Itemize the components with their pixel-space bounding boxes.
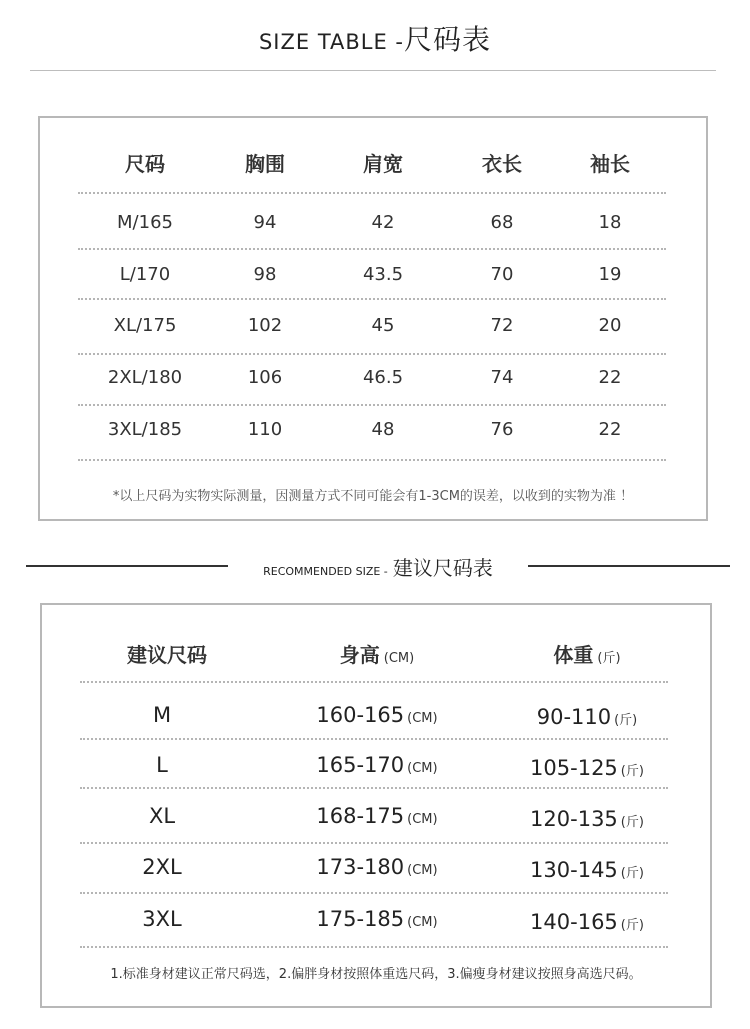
table-cell: 43.5: [362, 264, 404, 285]
height-unit: (CM): [407, 812, 438, 827]
height-value: 168-175: [316, 804, 405, 828]
table-cell: [502, 705, 672, 729]
table-cell: [502, 858, 672, 882]
heading-line-right: [528, 565, 730, 567]
table-cell: [502, 807, 672, 831]
heading-line-left: [26, 565, 228, 567]
table-cell: [502, 910, 672, 934]
table-cell: [502, 756, 672, 780]
table-cell: XL: [148, 804, 176, 828]
table-cell: [292, 907, 462, 931]
row-divider: [80, 787, 668, 789]
header-length: 衣长: [482, 152, 522, 176]
table-cell: 46.5: [362, 367, 404, 388]
recommended-heading: [0, 552, 750, 580]
table-cell: 19: [598, 264, 622, 285]
weight-unit: (斤): [614, 713, 638, 728]
table-cell: L: [156, 753, 168, 777]
row-divider: [80, 681, 668, 683]
weight-value: 130-145: [530, 858, 618, 882]
table-cell: L/170: [119, 264, 171, 285]
row-divider: [78, 192, 666, 194]
weight-unit: (斤): [620, 815, 644, 830]
table-cell: 76: [490, 419, 514, 440]
table-cell: 2XL: [142, 855, 182, 879]
size-table-title-cn: 尺码表: [404, 23, 492, 56]
table-cell: M/165: [117, 212, 173, 233]
weight-unit: (斤): [620, 918, 644, 933]
row-divider: [78, 248, 666, 250]
table-cell: 110: [247, 419, 283, 440]
height-value: 175-185: [316, 907, 405, 931]
size-table-note: *以上尺码为实物实际测量，因测量方式不同可能会有1-3CM的误差，以收到的实物为准 ！: [112, 489, 634, 504]
recommended-table: [40, 603, 712, 1008]
table-cell: 48: [371, 419, 395, 440]
height-unit: (CM): [407, 761, 438, 776]
table-cell: M: [152, 703, 172, 727]
height-value: 160-165: [316, 703, 405, 727]
table-cell: 42: [371, 212, 395, 233]
table-cell: [292, 804, 462, 828]
header-recommended-size: [102, 639, 232, 668]
table-cell: XL/175: [113, 315, 177, 336]
row-divider: [80, 892, 668, 894]
header-height: [302, 639, 452, 668]
title-divider: [30, 70, 716, 71]
table-cell: 3XL: [142, 907, 182, 931]
row-divider: [80, 842, 668, 844]
table-cell: 2XL/180: [107, 367, 183, 388]
height-unit: (CM): [407, 863, 438, 878]
header-size: 尺码: [125, 152, 165, 176]
weight-unit: (斤): [620, 866, 644, 881]
height-unit: (CM): [407, 915, 438, 930]
size-table-title-en: SIZE TABLE -: [258, 30, 405, 54]
table-cell: 74: [490, 367, 514, 388]
row-divider: [78, 404, 666, 406]
height-value: 165-170: [316, 753, 405, 777]
table-cell: 98: [253, 264, 277, 285]
table-cell: 106: [247, 367, 283, 388]
header-unit: (斤): [597, 651, 621, 666]
row-divider: [80, 738, 668, 740]
size-table: [38, 116, 708, 521]
table-cell: 94: [253, 212, 277, 233]
row-divider: [78, 298, 666, 300]
table-cell: 22: [598, 367, 622, 388]
recommended-title-en: RECOMMENDED SIZE -: [263, 565, 388, 578]
table-cell: [292, 753, 462, 777]
height-value: 173-180: [316, 855, 405, 879]
header-shoulder: 肩宽: [363, 152, 403, 176]
row-divider: [78, 459, 666, 461]
table-cell: [292, 703, 462, 727]
table-cell: 72: [490, 315, 514, 336]
header-label: 身高: [339, 643, 380, 667]
size-table-title: [0, 18, 750, 58]
header-label: 体重: [553, 643, 594, 667]
recommended-title-cn: 建议尺码表: [392, 556, 493, 580]
weight-value: 90-110: [536, 705, 612, 729]
table-cell: 45: [371, 315, 395, 336]
height-unit: (CM): [407, 711, 438, 726]
row-divider: [80, 946, 668, 948]
weight-unit: (斤): [620, 764, 644, 779]
recommended-note: 1.标准身材建议正常尺码选，2.偏胖身材按照体重选尺码，3.偏瘦身材建议按照身高选尺码。: [110, 967, 642, 982]
weight-value: 105-125: [530, 756, 618, 780]
table-cell: 18: [598, 212, 622, 233]
recommended-title: [230, 552, 526, 581]
table-cell: 22: [598, 419, 622, 440]
table-cell: 70: [490, 264, 514, 285]
header-unit: (CM): [383, 651, 415, 666]
table-cell: 68: [490, 212, 514, 233]
header-weight: [512, 639, 662, 668]
table-cell: 102: [247, 315, 283, 336]
weight-value: 140-165: [530, 910, 618, 934]
table-cell: [292, 855, 462, 879]
header-chest: 胸围: [245, 152, 285, 176]
table-cell: 3XL/185: [107, 419, 183, 440]
row-divider: [78, 353, 666, 355]
weight-value: 120-135: [530, 807, 618, 831]
header-sleeve: 袖长: [590, 152, 630, 176]
header-label: 建议尺码: [127, 643, 207, 667]
table-cell: 20: [598, 315, 622, 336]
